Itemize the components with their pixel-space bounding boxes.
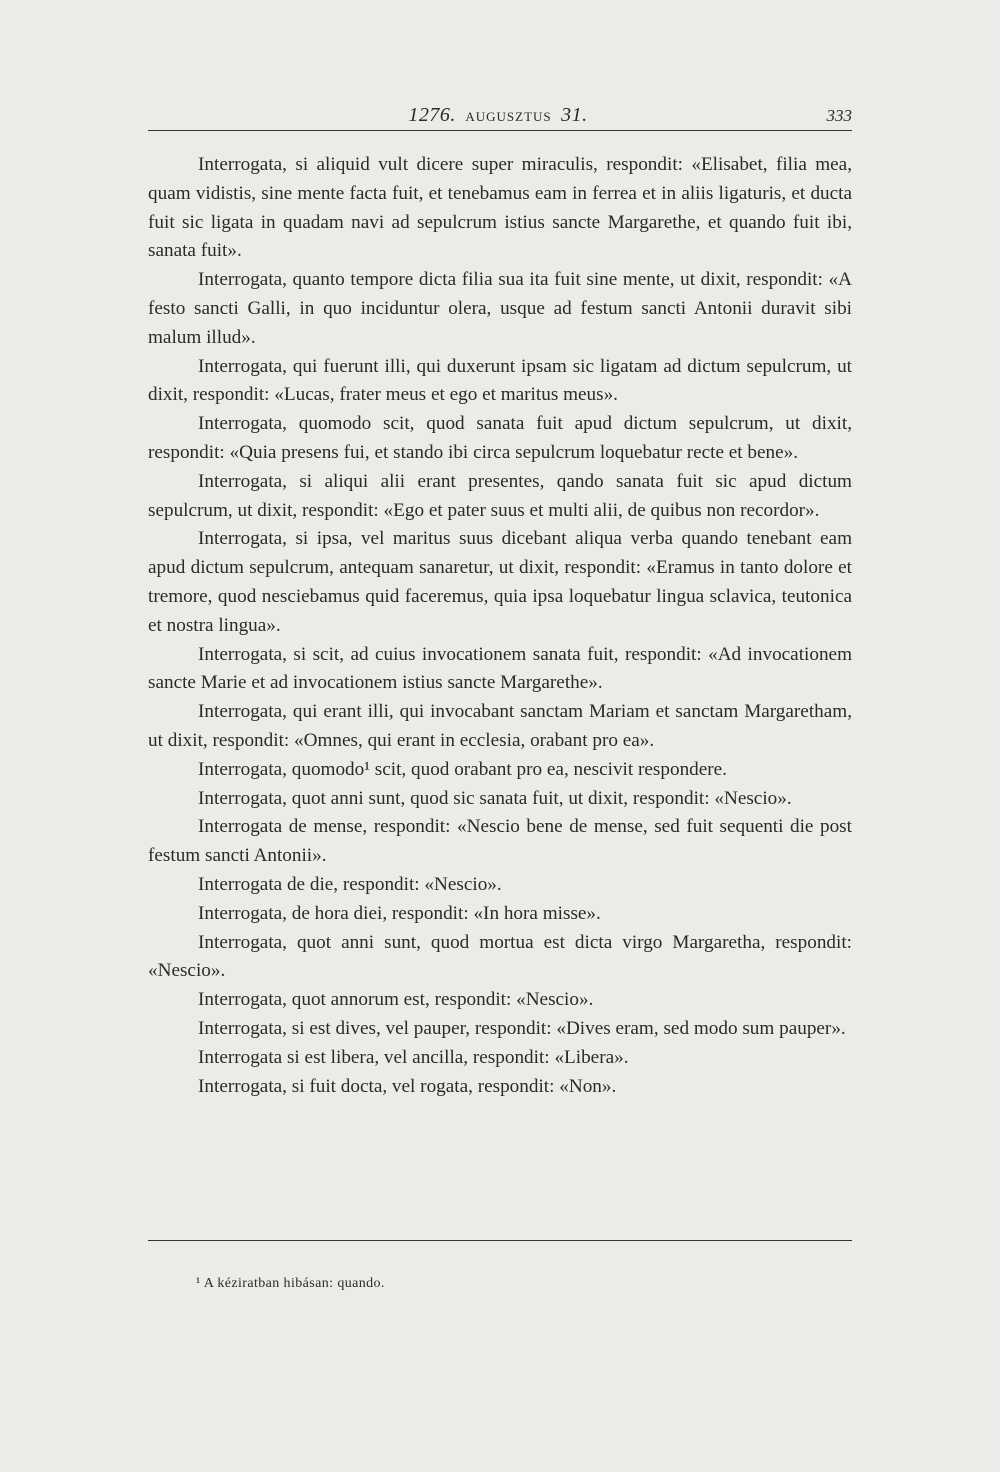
footnote-rule: [148, 1240, 852, 1241]
header-rule: [148, 130, 852, 131]
paragraph: Interrogata, quot anni sunt, quod sic sanata fuit, ut dixit, respondit: «Nescio».: [198, 787, 792, 809]
page-number: 333: [826, 106, 852, 125]
paragraph: Interrogata si est libera, vel ancilla, respondit: «Libera».: [198, 1046, 629, 1068]
header-title: [148, 104, 848, 127]
paragraph: Interrogata, quomodo scit, quod sanata fuit apud dictum sepulcrum, ut dixit, respondit: «Quia presens fui, et stando ibi circa sepulcrum loquebatur recte et bene».: [148, 413, 852, 463]
header-month: AUGUSZTUS: [465, 109, 552, 124]
main-text: [148, 151, 852, 1101]
paragraph: Interrogata, si ipsa, vel maritus suus dicebant aliqua verba quando tenebant eam apud dictum sepulcrum, antequam sanaretur, ut dixit, respondit: «Eramus in tanto dolore et tremore, quod nesciebamus quid faceremus, quia ipsa loquebatur lingua sclavica, teutonica et nostra lingua».: [148, 528, 852, 636]
paragraph: Interrogata, de hora diei, respondit: «In hora misse».: [198, 902, 601, 924]
footnote: ¹ A kéziratban hibásan: quando.: [196, 1276, 385, 1291]
paragraph: Interrogata, si aliquid vult dicere super miraculis, respondit: «Elisabet, filia mea, quam vidistis, sine mente facta fuit, et tenebamus eam in ferrea et in aliis ligaturis, et ducta fuit sic ligata in quadam navi ad sepulcrum istius sancte Margarethe, et quando fuit ibi, sanata fuit».: [148, 154, 852, 262]
paragraph: Interrogata, quot anni sunt, quod mortua est dicta virgo Margaretha, respondit: «Nescio».: [148, 931, 852, 982]
paragraph: Interrogata, quot annorum est, respondit: «Nescio».: [198, 989, 594, 1011]
paragraph: Interrogata, qui fuerunt illi, qui duxerunt ipsam sic ligatam ad dictum sepulcrum, ut dixit, respondit: «Lucas, frater meus et ego et maritus meus».: [148, 355, 852, 406]
paragraph: Interrogata, si aliqui alii erant presentes, qando sanata fuit sic apud dictum sepulcrum, ut dixit, respondit: «Ego et pater suus et multi alii, de quibus non recordor».: [148, 470, 852, 521]
paragraph: Interrogata de mense, respondit: «Nescio bene de mense, sed fuit sequenti die post festum sancti Antonii».: [148, 816, 852, 867]
paragraph: Interrogata, quanto tempore dicta filia sua ita fuit sine mente, ut dixit, respondit: «A festo sancti Galli, in quo inciduntur olera, usque ad festum sancti Antonii duravit sibi malum illud».: [148, 269, 852, 348]
paragraph: Interrogata, quomodo¹ scit, quod orabant pro ea, nescivit respondere.: [198, 758, 727, 780]
running-header: [148, 104, 852, 132]
paragraph: Interrogata de die, respondit: «Nescio».: [198, 873, 502, 895]
header-year: 1276.: [408, 104, 456, 126]
paragraph: Interrogata, si fuit docta, vel rogata, respondit: «Non».: [198, 1075, 617, 1097]
header-day: 31.: [561, 104, 588, 126]
paragraph: Interrogata, si est dives, vel pauper, respondit: «Dives eram, sed modo sum pauper».: [198, 1017, 846, 1039]
paragraph: Interrogata, si scit, ad cuius invocationem sanata fuit, respondit: «Ad invocationem sancte Marie et ad invocationem istius sancte Margarethe».: [148, 643, 852, 694]
paragraph: Interrogata, qui erant illi, qui invocabant sanctam Mariam et sanctam Margaretham, ut dixit, respondit: «Omnes, qui erant in ecclesia, orabant pro ea».: [148, 701, 852, 751]
